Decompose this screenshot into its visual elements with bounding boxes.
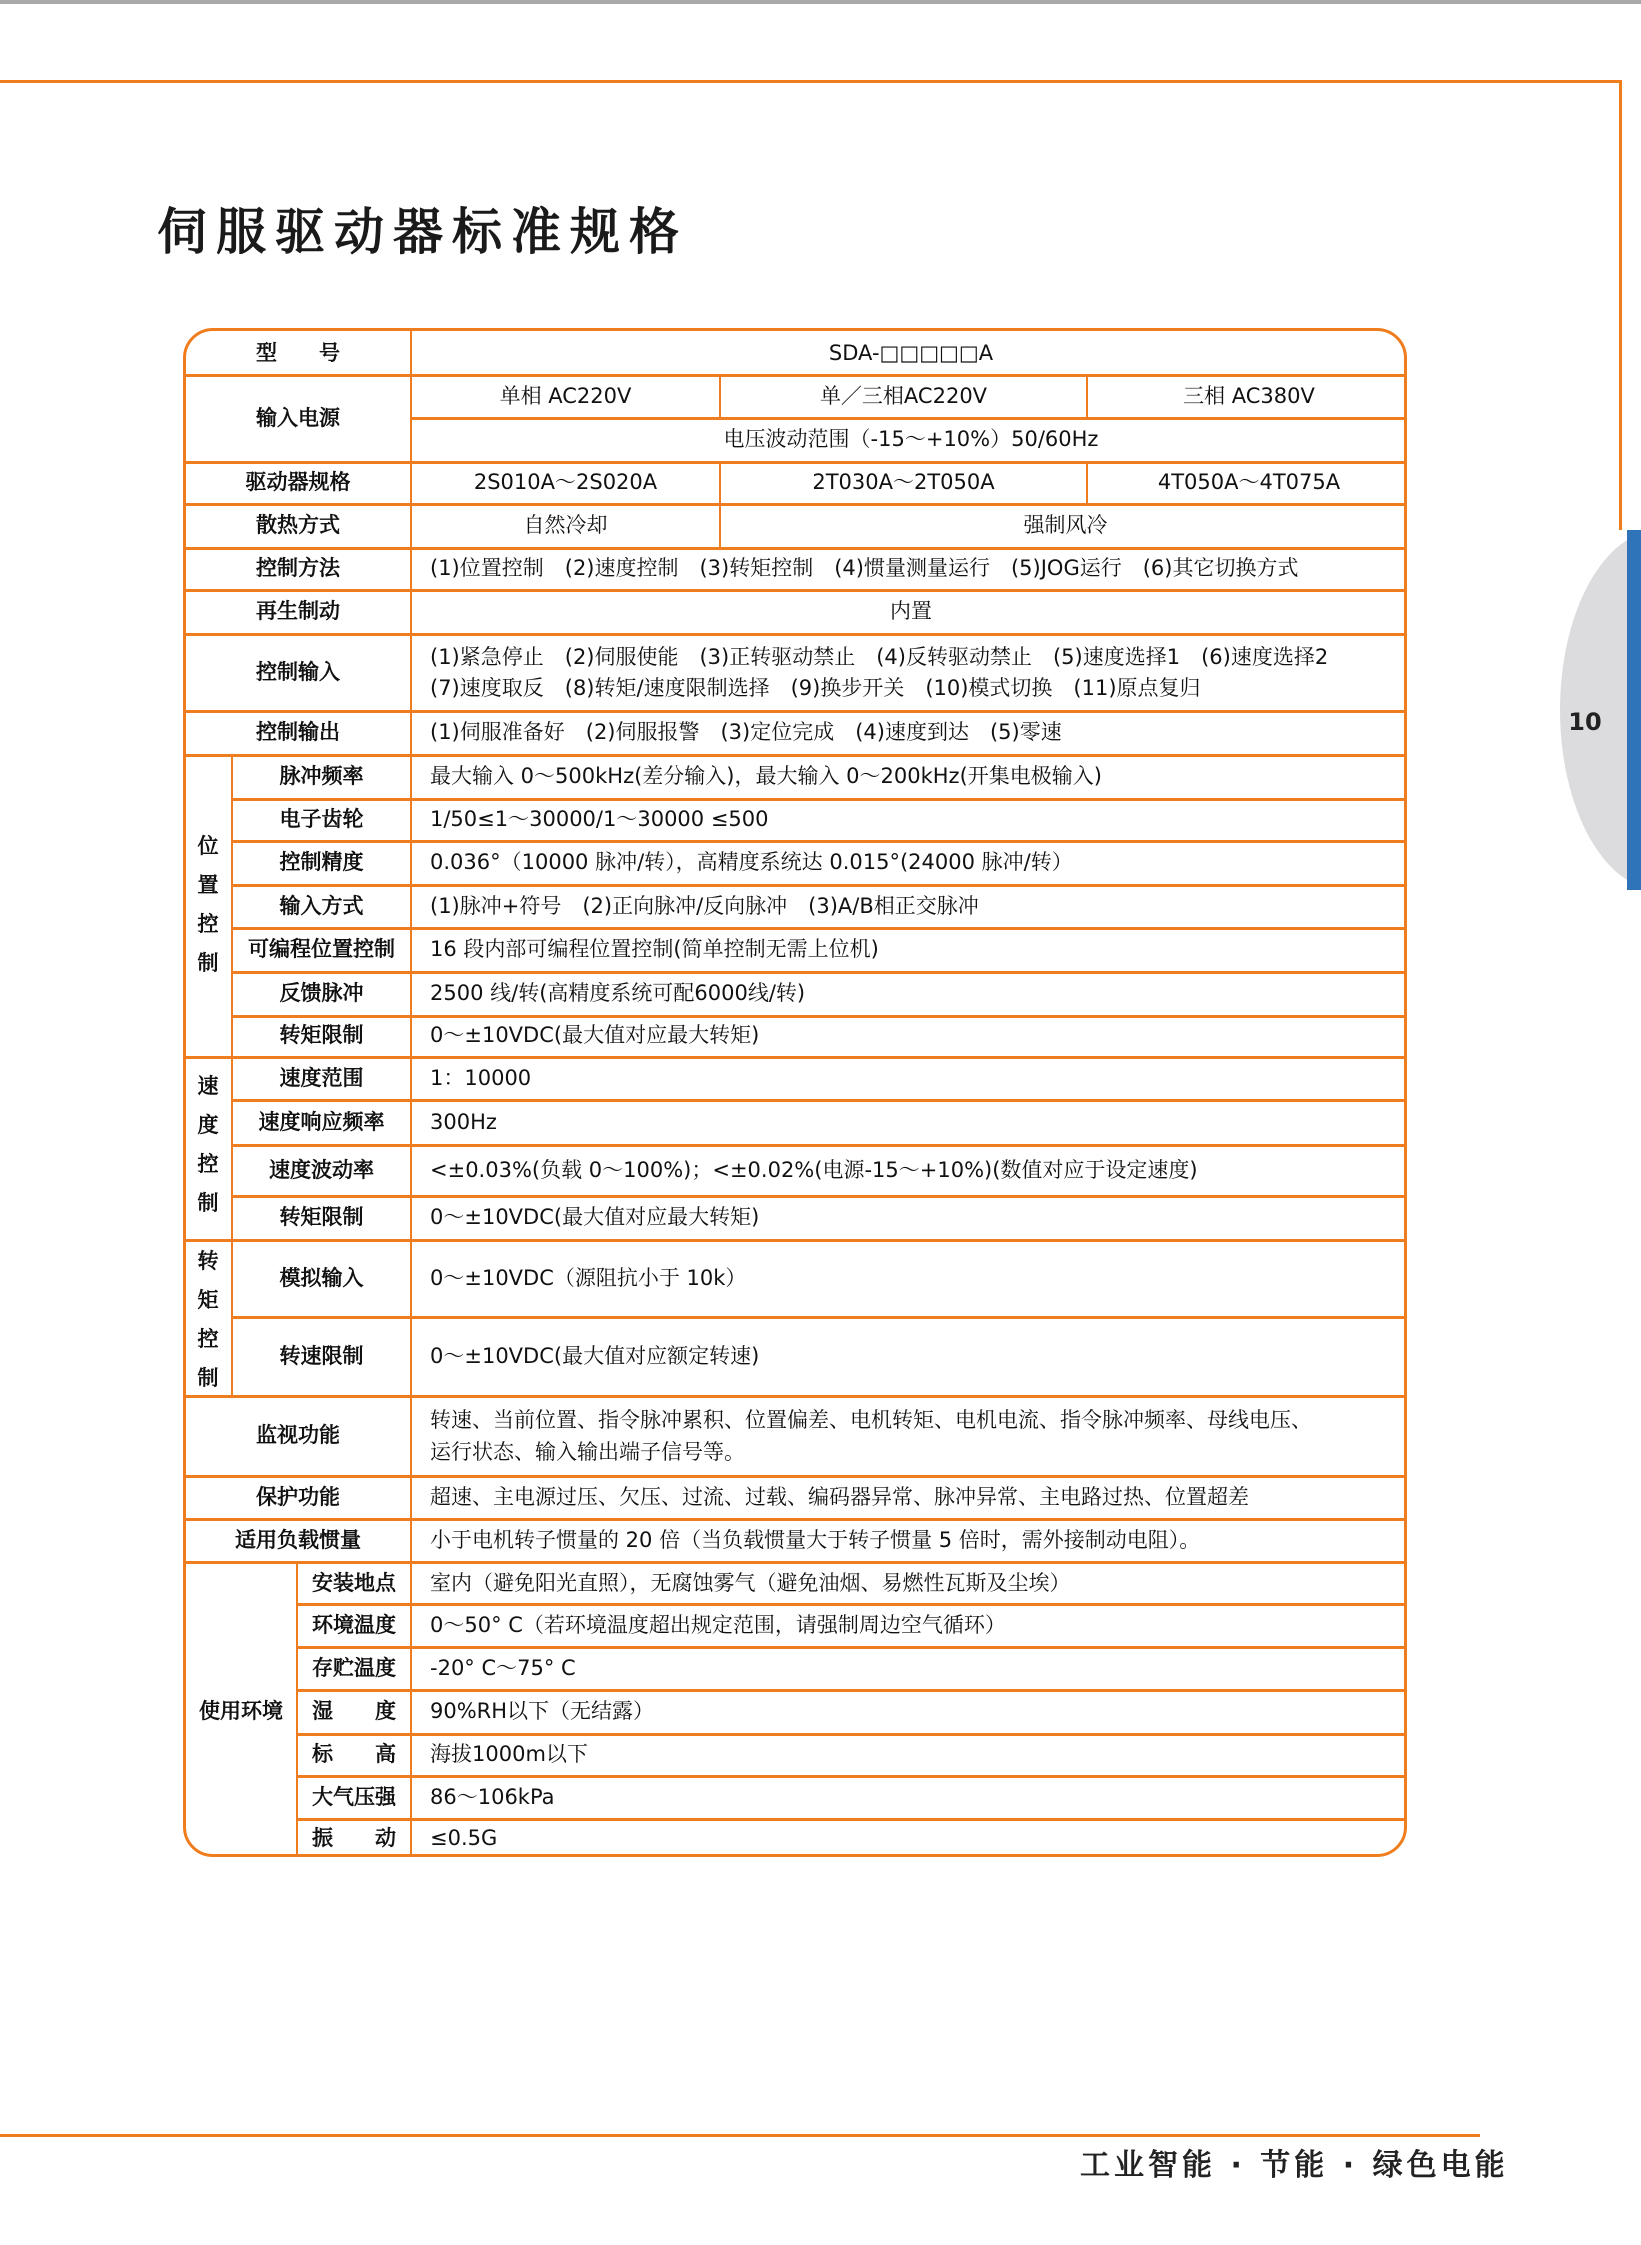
- row-divider: [186, 1518, 1407, 1521]
- row-divider: [231, 1015, 1407, 1018]
- row-divider: [231, 884, 1407, 887]
- cooling-natural: 自然冷却: [523, 513, 608, 537]
- row-divider: [297, 1689, 1407, 1692]
- environment-label: 使用环境: [199, 1699, 283, 1723]
- control-method-label: 控制方法: [256, 556, 340, 580]
- env-label: 标 高: [312, 1742, 396, 1766]
- regen-value: 内置: [890, 599, 932, 623]
- env-label: 振 动: [312, 1826, 396, 1850]
- pulse-freq-label: 脉冲频率: [279, 764, 364, 788]
- position-group-char: 位: [197, 834, 219, 858]
- input-mode-value: (1)脉冲+符号 (2)正向脉冲/反向脉冲 (3)A/B相正交脉冲: [430, 894, 979, 918]
- env-label: 大气压强: [312, 1785, 396, 1809]
- row-divider: [186, 1395, 1407, 1398]
- speed-group-char: 控: [197, 1152, 219, 1176]
- speed-limit-label: 转速限制: [279, 1344, 364, 1368]
- monitor-line-2: 运行状态、输入输出端子信号等。: [430, 1440, 745, 1464]
- env-value: -20° C～75° C: [430, 1656, 576, 1680]
- row-divider: [297, 1603, 1407, 1606]
- torque-group-char: 转: [197, 1249, 219, 1273]
- speed-range-value: 1：10000: [430, 1066, 532, 1090]
- power-three-phase: 三相 AC380V: [1183, 384, 1315, 408]
- row-divider: [231, 798, 1407, 801]
- torque-group-char: 制: [197, 1366, 219, 1390]
- row-divider: [186, 633, 1407, 636]
- monitor-label: 监视功能: [256, 1423, 340, 1447]
- control-input-line-1: (1)紧急停止 (2)伺服使能 (3)正转驱动禁止 (4)反转驱动禁止 (5)速度选择1 (6)速度选择2: [430, 645, 1329, 669]
- analog-input-label: 模拟输入: [279, 1266, 364, 1290]
- torque-group-char: 矩: [197, 1288, 219, 1312]
- row-divider: [297, 1775, 1407, 1778]
- speed-torque-limit-label: 转矩限制: [279, 1205, 364, 1229]
- row-divider: [186, 374, 1407, 377]
- row-divider: [186, 1239, 1407, 1242]
- speed-fluctuation-value: <±0.03%(负载 0～100%)；<±0.02%(电源-15～+10%)(数值对应于设定速度): [430, 1158, 1198, 1182]
- row-divider: [297, 1818, 1407, 1821]
- footer-slogan: 工业智能 · 节能 · 绿色电能: [1080, 2148, 1509, 2183]
- footer-line: [0, 2134, 1480, 2137]
- speed-range-label: 速度范围: [279, 1066, 364, 1090]
- speed-response-label: 速度响应频率: [258, 1110, 385, 1134]
- e-gear-label: 电子齿轮: [279, 807, 364, 831]
- input-mode-label: 输入方式: [279, 894, 364, 918]
- drive-spec-1: 2S010A～2S020A: [473, 470, 658, 494]
- precision-label: 控制精度: [279, 850, 364, 874]
- torque-group-char: 控: [197, 1327, 219, 1351]
- speed-response-value: 300Hz: [430, 1110, 497, 1134]
- position-group-char: 控: [197, 912, 219, 936]
- frame-right-line: [1619, 80, 1622, 530]
- page-tab-bar: [1627, 530, 1641, 890]
- control-input-label: 控制输入: [256, 660, 340, 684]
- load-inertia-label: 适用负载惯量: [235, 1528, 361, 1552]
- row-divider: [231, 927, 1407, 930]
- row-divider: [186, 754, 1407, 757]
- row-divider: [411, 417, 1407, 420]
- row-divider: [186, 503, 1407, 506]
- env-value: 90%RH以下（无结露）: [430, 1699, 655, 1723]
- env-label: 安装地点: [312, 1571, 396, 1595]
- row-divider: [186, 1475, 1407, 1478]
- page-title: 伺服驱动器标准规格: [157, 203, 688, 261]
- speed-group-char: 度: [197, 1113, 219, 1137]
- power-single-three-phase: 单／三相AC220V: [819, 384, 988, 408]
- row-divider: [297, 1733, 1407, 1736]
- speed-fluctuation-label: 速度波动率: [269, 1158, 374, 1182]
- speed-group-char: 速: [197, 1074, 219, 1098]
- control-output-value: (1)伺服准备好 (2)伺服报警 (3)定位完成 (4)速度到达 (5)零速: [430, 720, 1062, 744]
- env-value: ≤0.5G: [430, 1826, 498, 1850]
- power-range: 电压波动范围（-15～+10%）50/60Hz: [723, 427, 1099, 451]
- frame-top-line: [0, 80, 1622, 83]
- power-label: 输入电源: [256, 406, 340, 430]
- speed-group-char: 制: [197, 1191, 219, 1215]
- drive-spec-2: 2T030A～2T050A: [812, 470, 995, 494]
- row-divider: [231, 1316, 1407, 1319]
- row-divider: [186, 1056, 1407, 1059]
- cooling-forced: 强制风冷: [1023, 513, 1108, 537]
- row-divider: [231, 971, 1407, 974]
- cooling-label: 散热方式: [256, 513, 340, 537]
- env-value: 0～50° C（若环境温度超出规定范围，请强制周边空气循环）: [430, 1613, 1006, 1637]
- precision-value: 0.036°（10000 脉冲/转），高精度系统达 0.015°(24000 脉冲/转）: [430, 850, 1073, 874]
- row-divider: [231, 1099, 1407, 1102]
- position-group-char: 置: [197, 873, 219, 897]
- speed-torque-limit-value: 0～±10VDC(最大值对应最大转矩): [430, 1205, 760, 1229]
- pos-torque-limit-label: 转矩限制: [279, 1023, 364, 1047]
- monitor-line-1: 转速、当前位置、指令脉冲累积、位置偏差、电机转矩、电机电流、指令脉冲频率、母线电压、: [430, 1408, 1312, 1432]
- row-divider: [231, 1195, 1407, 1198]
- spec-table: [183, 328, 1407, 1857]
- row-divider: [186, 461, 1407, 464]
- row-divider: [297, 1646, 1407, 1649]
- drive-spec-label: 驱动器规格: [245, 470, 351, 494]
- e-gear-value: 1/50≤1～30000/1～30000 ≤500: [430, 807, 769, 831]
- env-value: 86～106kPa: [430, 1785, 555, 1809]
- model-label: 型 号: [256, 341, 340, 365]
- speed-limit-value: 0～±10VDC(最大值对应额定转速): [430, 1344, 760, 1368]
- load-inertia-value: 小于电机转子惯量的 20 倍（当负载惯量大于转子惯量 5 倍时，需外接制动电阻）。: [430, 1528, 1201, 1552]
- control-output-label: 控制输出: [256, 720, 340, 744]
- pulse-freq-value: 最大输入 0～500kHz(差分输入)，最大输入 0～200kHz(开集电极输入): [430, 764, 1102, 788]
- programmable-pos-value: 16 段内部可编程位置控制(简单控制无需上位机): [430, 937, 879, 961]
- row-divider: [231, 840, 1407, 843]
- env-value: 海拔1000m以下: [430, 1742, 588, 1766]
- position-group-char: 制: [197, 951, 219, 975]
- env-label: 湿 度: [312, 1699, 396, 1723]
- env-label: 存贮温度: [312, 1656, 396, 1680]
- pos-torque-limit-value: 0～±10VDC(最大值对应最大转矩): [430, 1023, 760, 1047]
- feedback-pulse-value: 2500 线/转(高精度系统可配6000线/转): [430, 981, 806, 1005]
- row-divider: [231, 1144, 1407, 1147]
- programmable-pos-label: 可编程位置控制: [248, 937, 395, 961]
- analog-input-value: 0～±10VDC（源阻抗小于 10k）: [430, 1266, 747, 1290]
- feedback-pulse-label: 反馈脉冲: [279, 981, 364, 1005]
- row-divider: [186, 547, 1407, 550]
- control-method-value: (1)位置控制 (2)速度控制 (3)转矩控制 (4)惯量测量运行 (5)JOG运行 (6)其它切换方式: [430, 556, 1299, 580]
- model-value: SDA-□□□□□A: [828, 341, 994, 365]
- regen-label: 再生制动: [256, 599, 340, 623]
- row-divider: [186, 710, 1407, 713]
- top-border: [0, 0, 1641, 4]
- protection-label: 保护功能: [256, 1485, 340, 1509]
- power-single-phase: 单相 AC220V: [499, 384, 632, 408]
- row-divider: [186, 589, 1407, 592]
- env-value: 室内（避免阳光直照），无腐蚀雾气（避免油烟、易燃性瓦斯及尘埃）: [430, 1571, 1071, 1595]
- column-divider: [410, 331, 412, 1857]
- row-divider: [186, 1561, 1407, 1564]
- page-number: 10: [1568, 708, 1602, 736]
- env-label: 环境温度: [312, 1613, 396, 1637]
- protection-value: 超速、主电源过压、欠压、过流、过载、编码器异常、脉冲异常、主电路过热、位置超差: [430, 1485, 1249, 1509]
- control-input-line-2: (7)速度取反 (8)转矩/速度限制选择 (9)换步开关 (10)模式切换 (11)原点复归: [430, 676, 1201, 700]
- drive-spec-3: 4T050A～4T075A: [1157, 470, 1341, 494]
